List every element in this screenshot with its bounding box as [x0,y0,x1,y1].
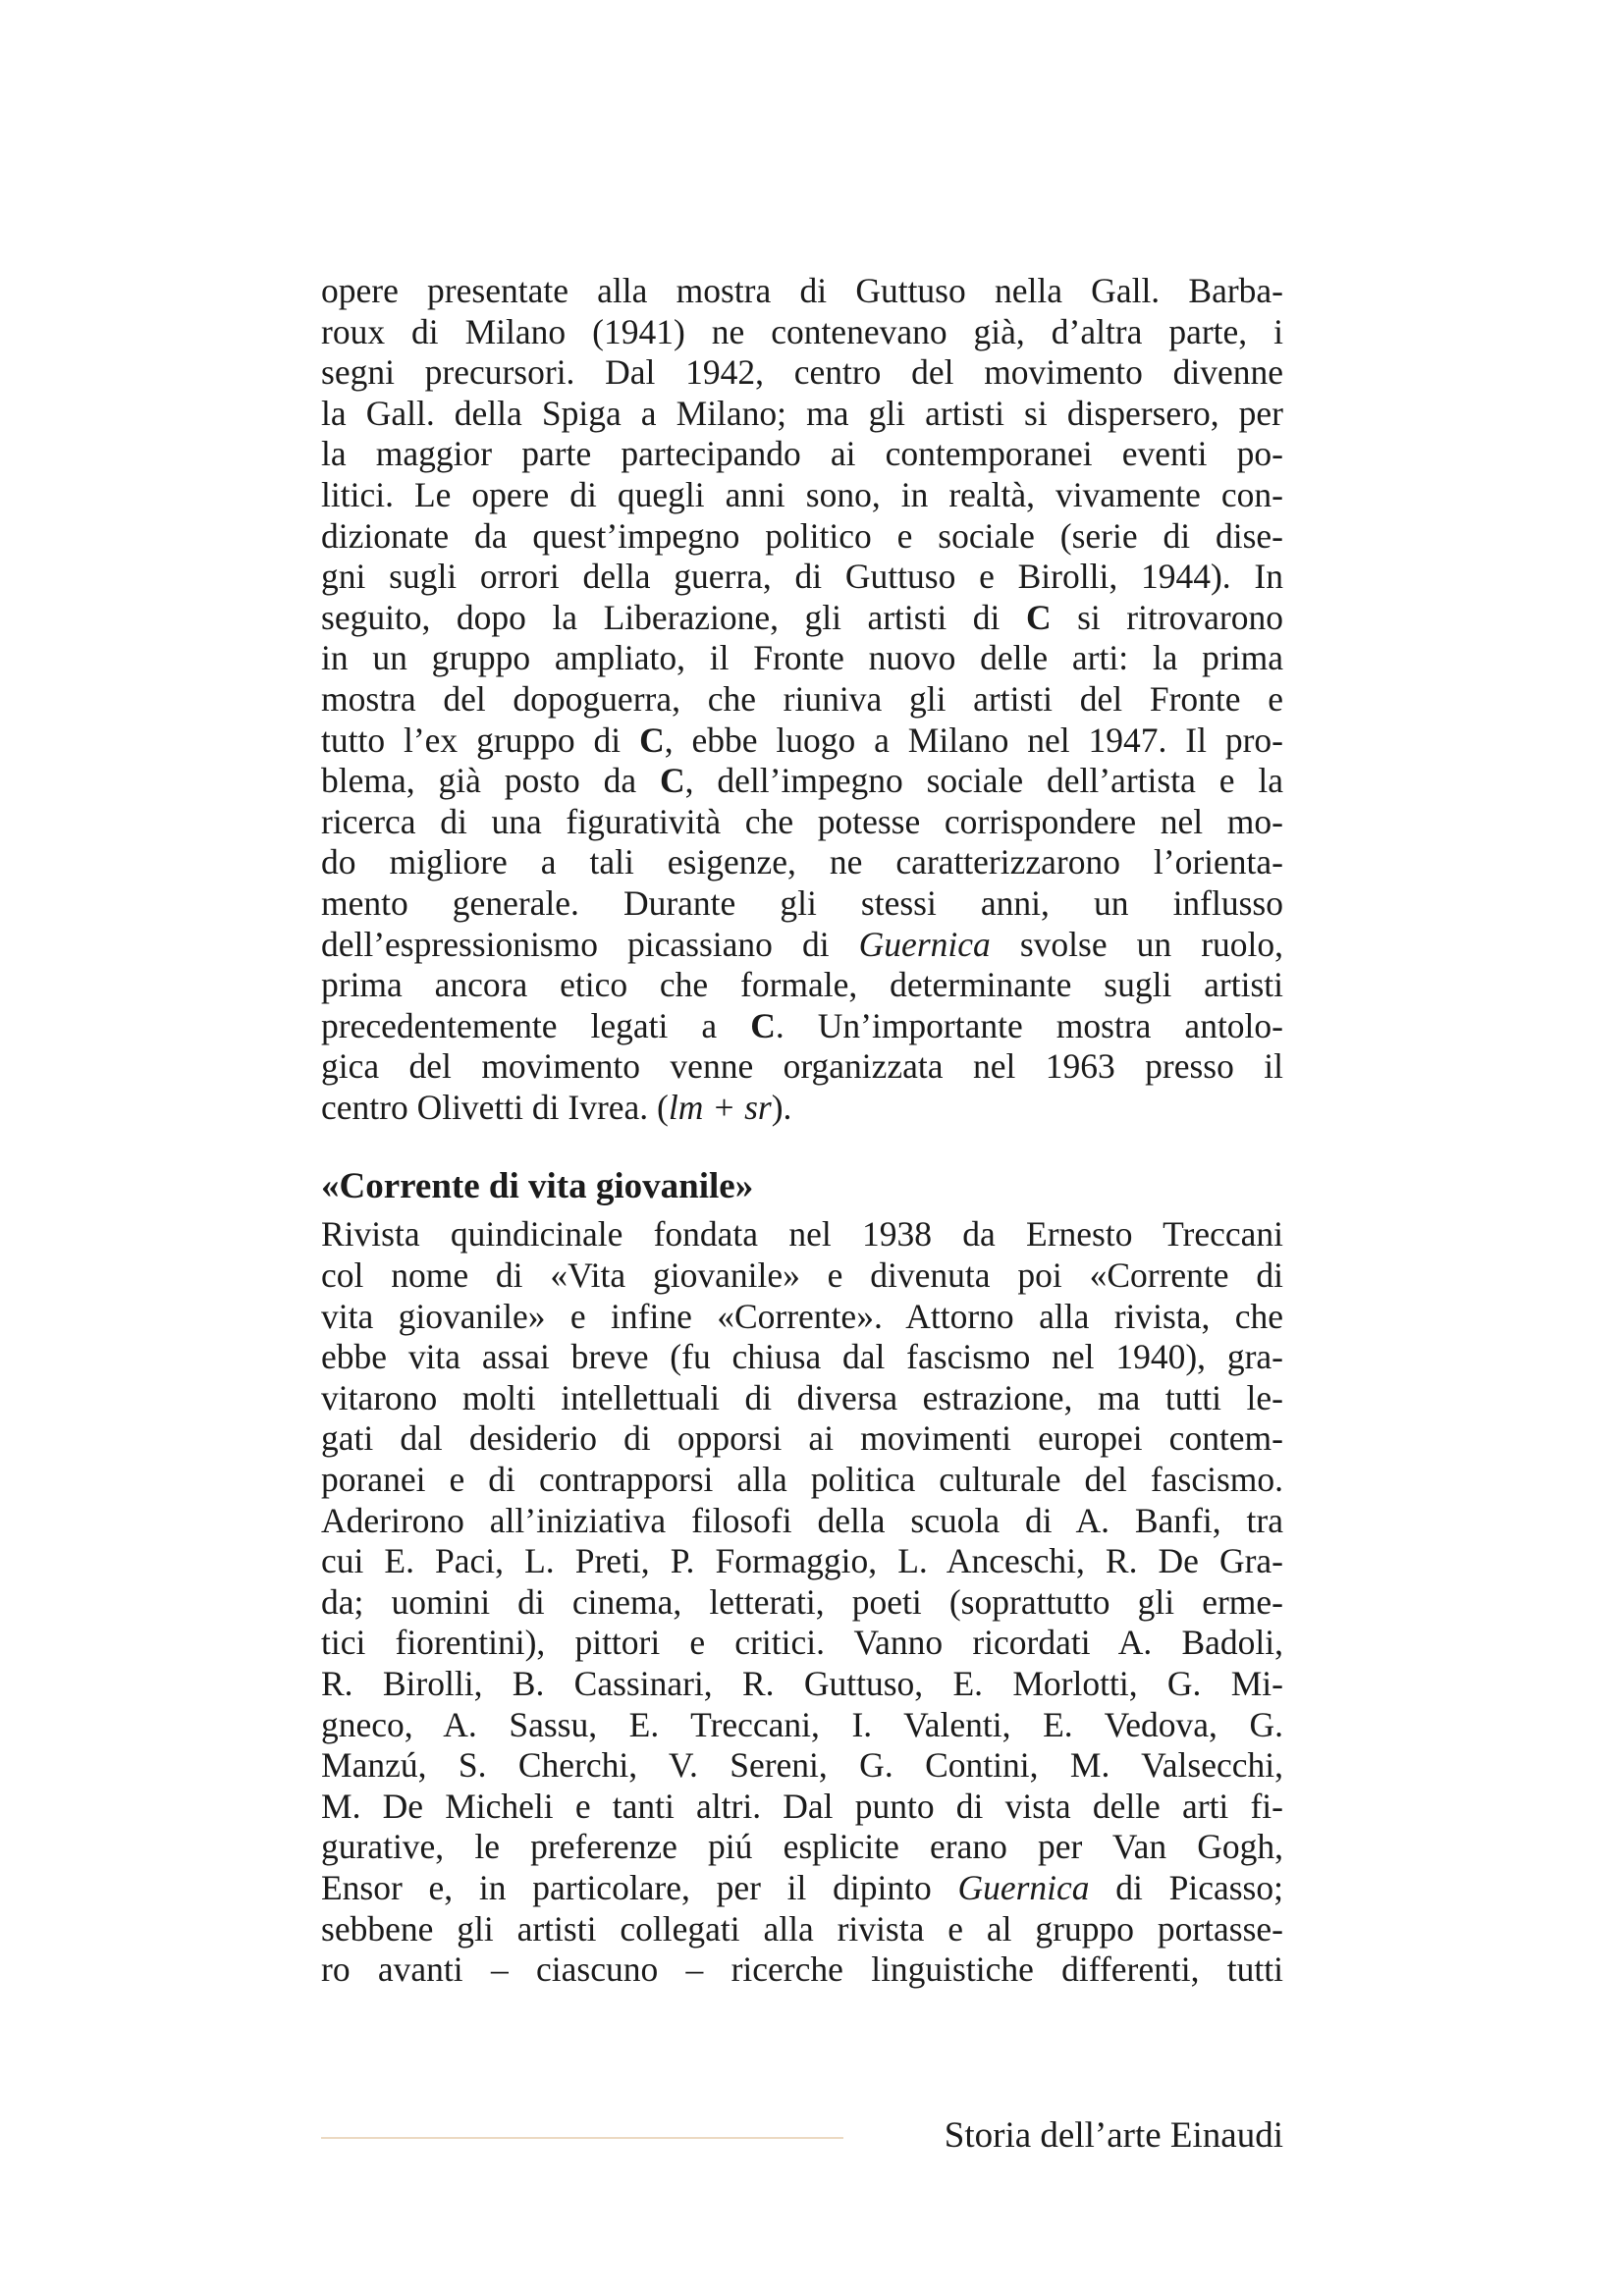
text-line: mostra del dopoguerra, che riuniva gli artisti del Fronte e [321,678,1283,719]
text-line: la maggior parte partecipando ai contemporanei eventi po- [321,434,1283,474]
text-line: sebbene gli artisti collegati alla rivista e al gruppo portasse- [321,1908,1283,1949]
text-line: ro avanti – ciascuno – ricerche linguistiche differenti, tutti [321,1949,1283,1990]
text-line: col nome di «Vita giovanile» e divenuta poi «Corrente di [321,1255,1283,1296]
text-line: dell’espressionismo picassiano di Guernica svolse un ruolo, [321,924,1284,964]
text-line: R. Birolli, B. Cassinari, R. Guttuso, E. Morlotti, G. Mi- [321,1664,1283,1703]
footer-title: Storia dell’arte Einaudi [944,2115,1283,2156]
paragraph-corrente-continuation [321,271,1283,1128]
text-line: roux di Milano (1941) ne contenevano già, d’altra parte, i [321,311,1283,351]
text-line: gica del movimento venne organizzata nel 1963 presso il [321,1046,1283,1087]
text-line: blema, già posto da C, dell’impegno sociale dell’artista e la [321,761,1283,801]
text-line: dizionate da quest’impegno politico e sociale (serie di dise- [321,515,1283,556]
text-line: in un gruppo ampliato, il Fronte nuovo delle arti: la prima [321,638,1283,678]
text-line: ebbe vita assai breve (fu chiusa dal fascismo nel 1940), gra- [321,1337,1283,1377]
text-line: centro Olivetti di Ivrea. (lm + sr). [321,1087,792,1127]
text-line: Manzú, S. Cherchi, V. Sereni, G. Contini, M. Valsecchi, [321,1745,1283,1786]
entry-heading: «Corrente di vita giovanile» [321,1166,754,1207]
text-line: mento generale. Durante gli stessi anni, un influsso [321,882,1283,923]
footer-rule [321,2137,843,2139]
text-line: Rivista quindicinale fondata nel 1938 da Ernesto Treccani [321,1214,1283,1255]
text-line: Aderirono all’iniziativa filosofi della scuola di A. Banfi, tra [321,1500,1283,1540]
text-line: vitarono molti intellettuali di diversa estrazione, ma tutti le- [321,1377,1283,1417]
text-column [321,271,1283,1991]
text-line: do migliore a tali esigenze, ne caratterizzarono l’orienta- [321,842,1283,882]
text-line: tutto l’ex gruppo di C, ebbe luogo a Milano nel 1947. Il pro- [321,720,1283,760]
text-line: prima ancora etico che formale, determinante sugli artisti [321,965,1283,1005]
text-line: gni sugli orrori della guerra, di Guttuso e Birolli, 1944). In [321,557,1283,597]
text-line: gurative, le preferenze piú esplicite erano per Van Gogh, [321,1827,1283,1867]
text-line: la Gall. della Spiga a Milano; ma gli artisti si dispersero, per [321,393,1283,433]
text-line: Ensor e, in particolare, per il dipinto Guernica di Picasso; [321,1867,1283,1907]
text-line: poranei e di contrapporsi alla politica culturale del fascismo. [321,1460,1283,1500]
text-line: M. De Micheli e tanti altri. Dal punto di vista delle arti fi- [321,1786,1283,1826]
text-line: gati dal desiderio di opporsi ai movimenti europei contem- [321,1418,1283,1459]
text-line: seguito, dopo la Liberazione, gli artisti di C si ritrovarono [321,597,1283,637]
text-line: tici fiorentini), pittori e critici. Vanno ricordati A. Badoli, [321,1623,1283,1663]
paragraph-corrente-di-vita-giovanile [321,1214,1283,1990]
text-line: cui E. Paci, L. Preti, P. Formaggio, L. Anceschi, R. De Gra- [321,1541,1283,1581]
text-line: precedentemente legati a C. Un’importante mostra antolo- [321,1005,1283,1045]
text-line: da; uomini di cinema, letterati, poeti (soprattutto gli erme- [321,1581,1283,1622]
text-line: gneco, A. Sassu, E. Treccani, I. Valenti, E. Vedova, G. [321,1704,1283,1744]
text-line: litici. Le opere di quegli anni sono, in realtà, vivamente con- [321,474,1283,514]
text-line: segni precursori. Dal 1942, centro del movimento divenne [321,352,1283,393]
text-line: opere presentate alla mostra di Guttuso nella Gall. Barba- [321,271,1283,310]
text-line: ricerca di una figuratività che potesse corrispondere nel mo- [321,801,1283,841]
text-line: vita giovanile» e infine «Corrente». Attorno alla rivista, che [321,1296,1283,1336]
